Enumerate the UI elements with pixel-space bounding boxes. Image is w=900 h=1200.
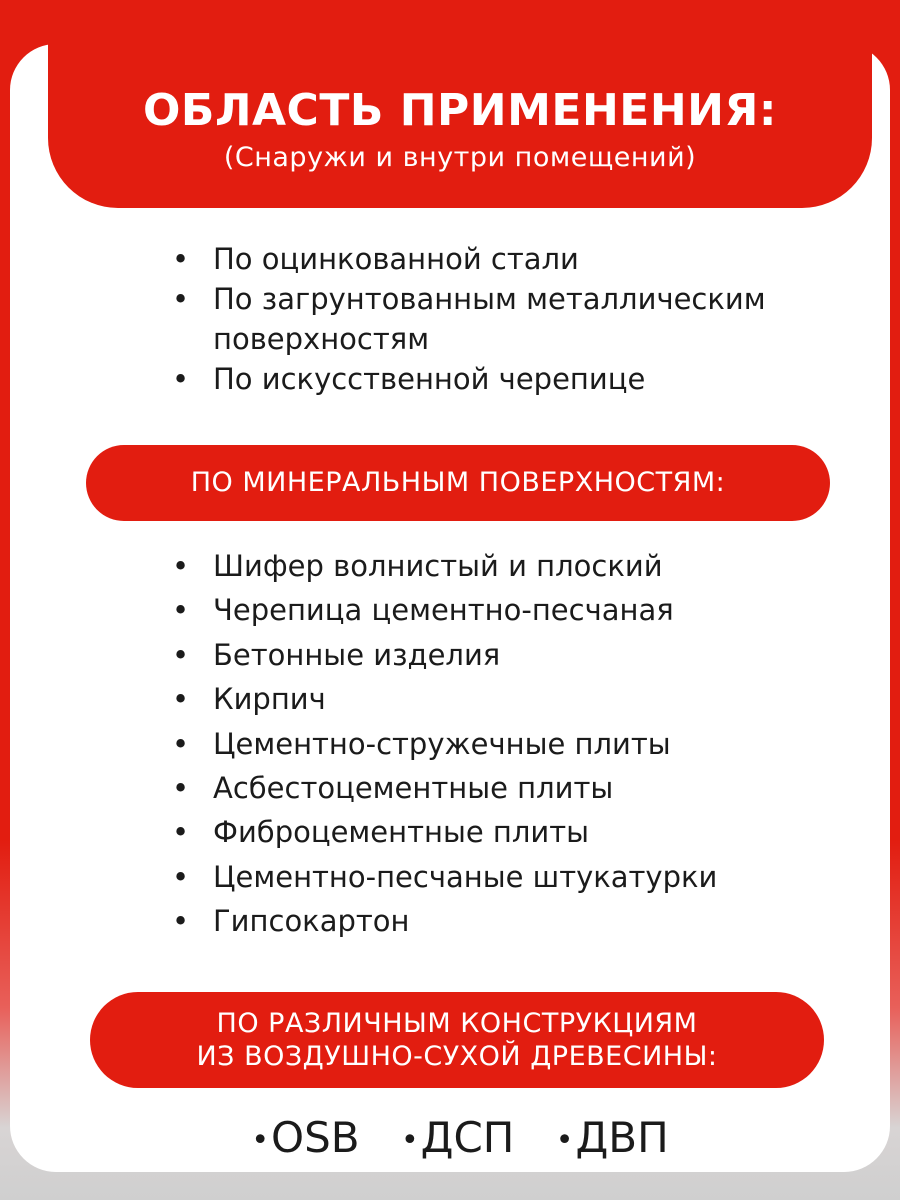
list-item-label: Цементно-стружечные плиты — [213, 726, 671, 761]
list-item — [172, 239, 832, 279]
wood-boards-row — [10, 1108, 900, 1171]
list-item — [172, 544, 832, 588]
bullet-icon: • — [172, 549, 190, 583]
list-item — [172, 810, 832, 854]
board-item — [401, 1108, 514, 1171]
list-item-label: Шифер волнистый и плоский — [213, 549, 663, 583]
content-card — [10, 44, 890, 1172]
bullet-icon: • — [172, 859, 190, 894]
bullet-icon: • — [172, 771, 190, 806]
list-item-label: Гипсокартон — [213, 904, 410, 939]
list-item — [172, 588, 832, 632]
bullet-icon: • — [172, 362, 190, 396]
metal-surfaces-list — [172, 239, 832, 399]
bullet-icon: • — [172, 682, 190, 717]
list-item-label: Кирпич — [213, 682, 326, 717]
board-item-label: ДВП — [575, 1113, 669, 1162]
board-item-label: OSB — [271, 1113, 360, 1162]
bullet-icon: • — [172, 593, 190, 628]
header-banner — [48, 44, 872, 208]
list-item-label: По искусственной черепице — [213, 362, 646, 396]
page-subtitle: (Снаружи и внутри помещений) — [223, 142, 697, 173]
bullet-icon: • — [172, 637, 190, 672]
board-item — [251, 1108, 359, 1171]
wood-heading-line-1: ПО РАЗЛИЧНЫМ КОНСТРУКЦИЯМ — [216, 1008, 698, 1039]
list-item — [172, 855, 832, 899]
bullet-icon: • — [400, 1122, 419, 1158]
list-item — [172, 359, 832, 399]
list-item-label: Бетонные изделия — [213, 637, 501, 672]
bullet-icon: • — [555, 1122, 574, 1158]
bullet-icon: • — [172, 242, 190, 276]
list-item — [172, 677, 832, 721]
list-item — [172, 766, 832, 810]
bullet-icon: • — [172, 282, 190, 316]
list-item — [172, 899, 832, 943]
wood-heading-line-2: ИЗ ВОЗДУШНО-СУХОЙ ДРЕВЕСИНЫ: — [196, 1041, 718, 1072]
list-item-label: Черепица цементно-песчаная — [213, 593, 674, 628]
list-item — [172, 279, 832, 359]
wood-section-heading — [90, 992, 824, 1088]
list-item — [172, 722, 832, 766]
bullet-icon: • — [172, 815, 190, 850]
bullet-icon: • — [251, 1122, 270, 1158]
list-item — [172, 633, 832, 677]
board-item-label: ДСП — [420, 1113, 515, 1162]
bullet-icon: • — [172, 904, 190, 939]
mineral-section-heading: ПО МИНЕРАЛЬНЫМ ПОВЕРХНОСТЯМ: — [86, 445, 830, 521]
list-item-label: По оцинкованной стали — [213, 242, 579, 276]
list-item-label: Фиброцементные плиты — [213, 815, 590, 850]
page-title: ОБЛАСТЬ ПРИМЕНЕНИЯ: — [143, 85, 777, 136]
mineral-surfaces-list — [172, 544, 832, 944]
list-item-label: Цементно-песчаные штукатурки — [213, 859, 718, 894]
board-item — [556, 1108, 669, 1171]
bullet-icon: • — [172, 726, 190, 761]
list-item-label: Асбестоцементные плиты — [213, 771, 614, 806]
list-item-label: По загрунтованным металлическим поверхностям — [213, 282, 766, 356]
